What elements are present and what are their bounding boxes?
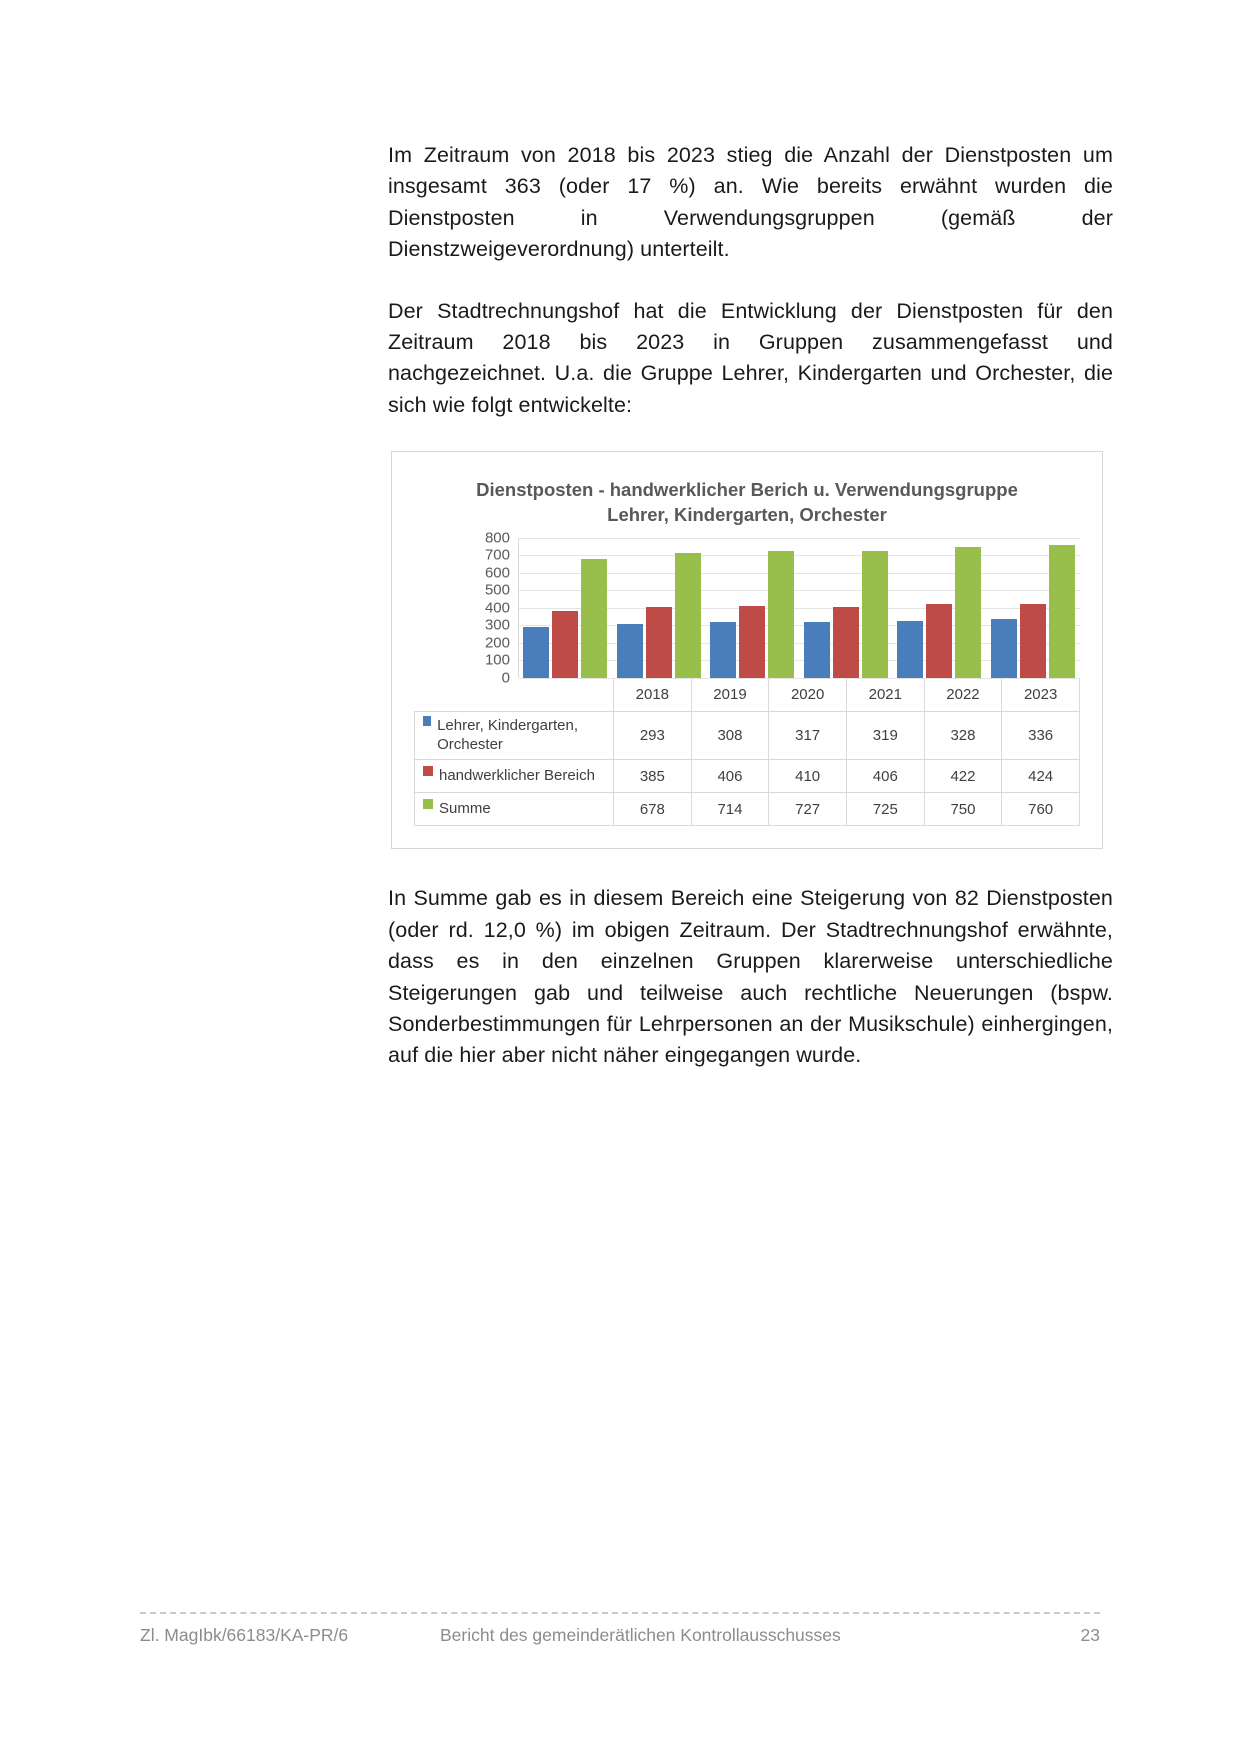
cell-series3-2021: 725 [846,793,924,826]
bar-series2-2023 [1020,604,1046,678]
legend-swatch-icon-series-1 [423,716,431,726]
cell-series1-2021: 319 [846,711,924,760]
cell-series2-2023: 424 [1002,760,1080,793]
series-name-1: Lehrer, Kindergarten, Orchester [437,716,578,753]
series-label-summe [415,793,614,826]
bar-group-2020 [706,538,800,678]
paragraph-2: Der Stadtrechnungshof hat die Entwicklung der Dienstposten für den Zeitraum 2018 bis 2023 in Gruppen zusammengefasst und nachgezeichnet. U.a. die Gruppe Lehrer, Kindergarten und Orchester, die sich wie folgt entwickelte: [388,298,1113,417]
series-name-3: Summe [439,800,491,818]
bar-series3-2022 [955,547,981,678]
bar-series3-2021 [862,551,888,678]
bar-series1-2023 [991,619,1017,678]
y-axis [414,529,518,687]
cell-series1-2023: 336 [1002,711,1080,760]
x-tick-2022: 2022 [924,678,1002,711]
chart-plot-area [414,529,1080,687]
bar-series3-2020 [768,551,794,678]
footer-title: Bericht des gemeinderätlichen Kontrollausschusses [440,1625,841,1645]
cell-series3-2022: 750 [924,793,1002,826]
bar-series3-2019 [675,553,701,678]
cell-series2-2020: 410 [769,760,847,793]
bar-series3-2018 [581,559,607,678]
y-tick-700: 700 [484,546,510,564]
legend-swatch-icon-series-3 [423,799,433,809]
footer-reference: Zl. MagIbk/66183/KA-PR/6 [140,1625,349,1645]
bar-series2-2021 [833,607,859,678]
bar-groups [519,538,1080,678]
bar-group-2019 [613,538,707,678]
chart-title [414,478,1080,528]
page-footer [140,1625,1100,1646]
bar-series3-2023 [1049,545,1075,678]
cell-series1-2020: 317 [769,711,847,760]
y-tick-300: 300 [484,616,510,634]
bar-series1-2018 [523,627,549,678]
footer-divider [140,1612,1100,1614]
bar-series1-2019 [617,624,643,678]
y-tick-600: 600 [484,564,510,582]
series-label-handwerklicher-bereich [415,760,614,793]
bar-series2-2019 [646,607,672,678]
y-tick-800: 800 [484,529,510,547]
y-tick-100: 100 [484,651,510,669]
cell-series1-2019: 308 [691,711,769,760]
chart-title-line-2: Lehrer, Kindergarten, Orchester [607,503,887,525]
page-content [388,140,1113,1102]
paragraph-3: In Summe gab es in diesem Bereich eine Steigerung von 82 Dienstposten (oder rd. 12,0 %) im obigen Zeitraum. Der Stadtrechnungshof erwähnte, dass es in den einzelnen Gruppen klarerweise unterschiedliche Steigerungen gab und teilweise auch rechtliche Neuerungen (bspw. Sonderbestimmungen für Lehrpersonen an der Musikschule) einhergingen, auf die hier aber nicht näher eingegangen wurde. [388,886,1113,1068]
cell-series2-2018: 385 [614,760,692,793]
table-row [415,793,1080,826]
table-row [415,760,1080,793]
cell-series1-2018: 293 [614,711,692,760]
y-tick-0: 0 [501,669,510,687]
x-tick-2021: 2021 [846,678,924,711]
axis-row-spacer [415,678,614,711]
y-tick-200: 200 [484,634,510,652]
x-tick-2023: 2023 [1002,678,1080,711]
paragraph-1: Im Zeitraum von 2018 bis 2023 stieg die Anzahl der Dienstposten um insgesamt 363 (oder 17 %) an. Wie bereits erwähnt wurden die Dienstposten in Verwendungsgruppen (gemäß der Dienstzweigeverordnung) unterteilt. [388,143,1113,262]
cell-series3-2023: 760 [1002,793,1080,826]
bar-group-2018 [519,538,613,678]
bar-series1-2021 [804,622,830,678]
cell-series3-2020: 727 [769,793,847,826]
bar-series2-2020 [739,606,765,678]
chart-figure [391,451,1103,849]
table-row [415,711,1080,760]
chart-data-table [414,678,1080,827]
x-tick-2020: 2020 [769,678,847,711]
bar-group-2021 [800,538,894,678]
gridline-0 [519,678,1080,679]
bar-series2-2018 [552,611,578,678]
chart-title-line-1: Dienstposten - handwerklicher Berich u. Verwendungsgruppe [476,479,1018,500]
cell-series1-2022: 328 [924,711,1002,760]
series-label-lehrer-kindergarten-orchester [415,711,614,760]
bar-group-2023 [987,538,1081,678]
bar-series2-2022 [926,604,952,678]
table-row-axis-labels [415,678,1080,711]
series-name-2: handwerklicher Bereich [439,767,595,785]
bars-canvas [518,538,1080,678]
bar-group-2022 [893,538,987,678]
y-tick-400: 400 [484,599,510,617]
footer-page-number: 23 [1080,1625,1100,1645]
cell-series2-2019: 406 [691,760,769,793]
bar-series1-2022 [897,621,923,678]
cell-series2-2021: 406 [846,760,924,793]
bar-series1-2020 [710,622,736,677]
x-tick-2018: 2018 [614,678,692,711]
legend-swatch-icon-series-2 [423,766,433,776]
y-tick-500: 500 [484,581,510,599]
cell-series3-2018: 678 [614,793,692,826]
cell-series3-2019: 714 [691,793,769,826]
cell-series2-2022: 422 [924,760,1002,793]
x-tick-2019: 2019 [691,678,769,711]
